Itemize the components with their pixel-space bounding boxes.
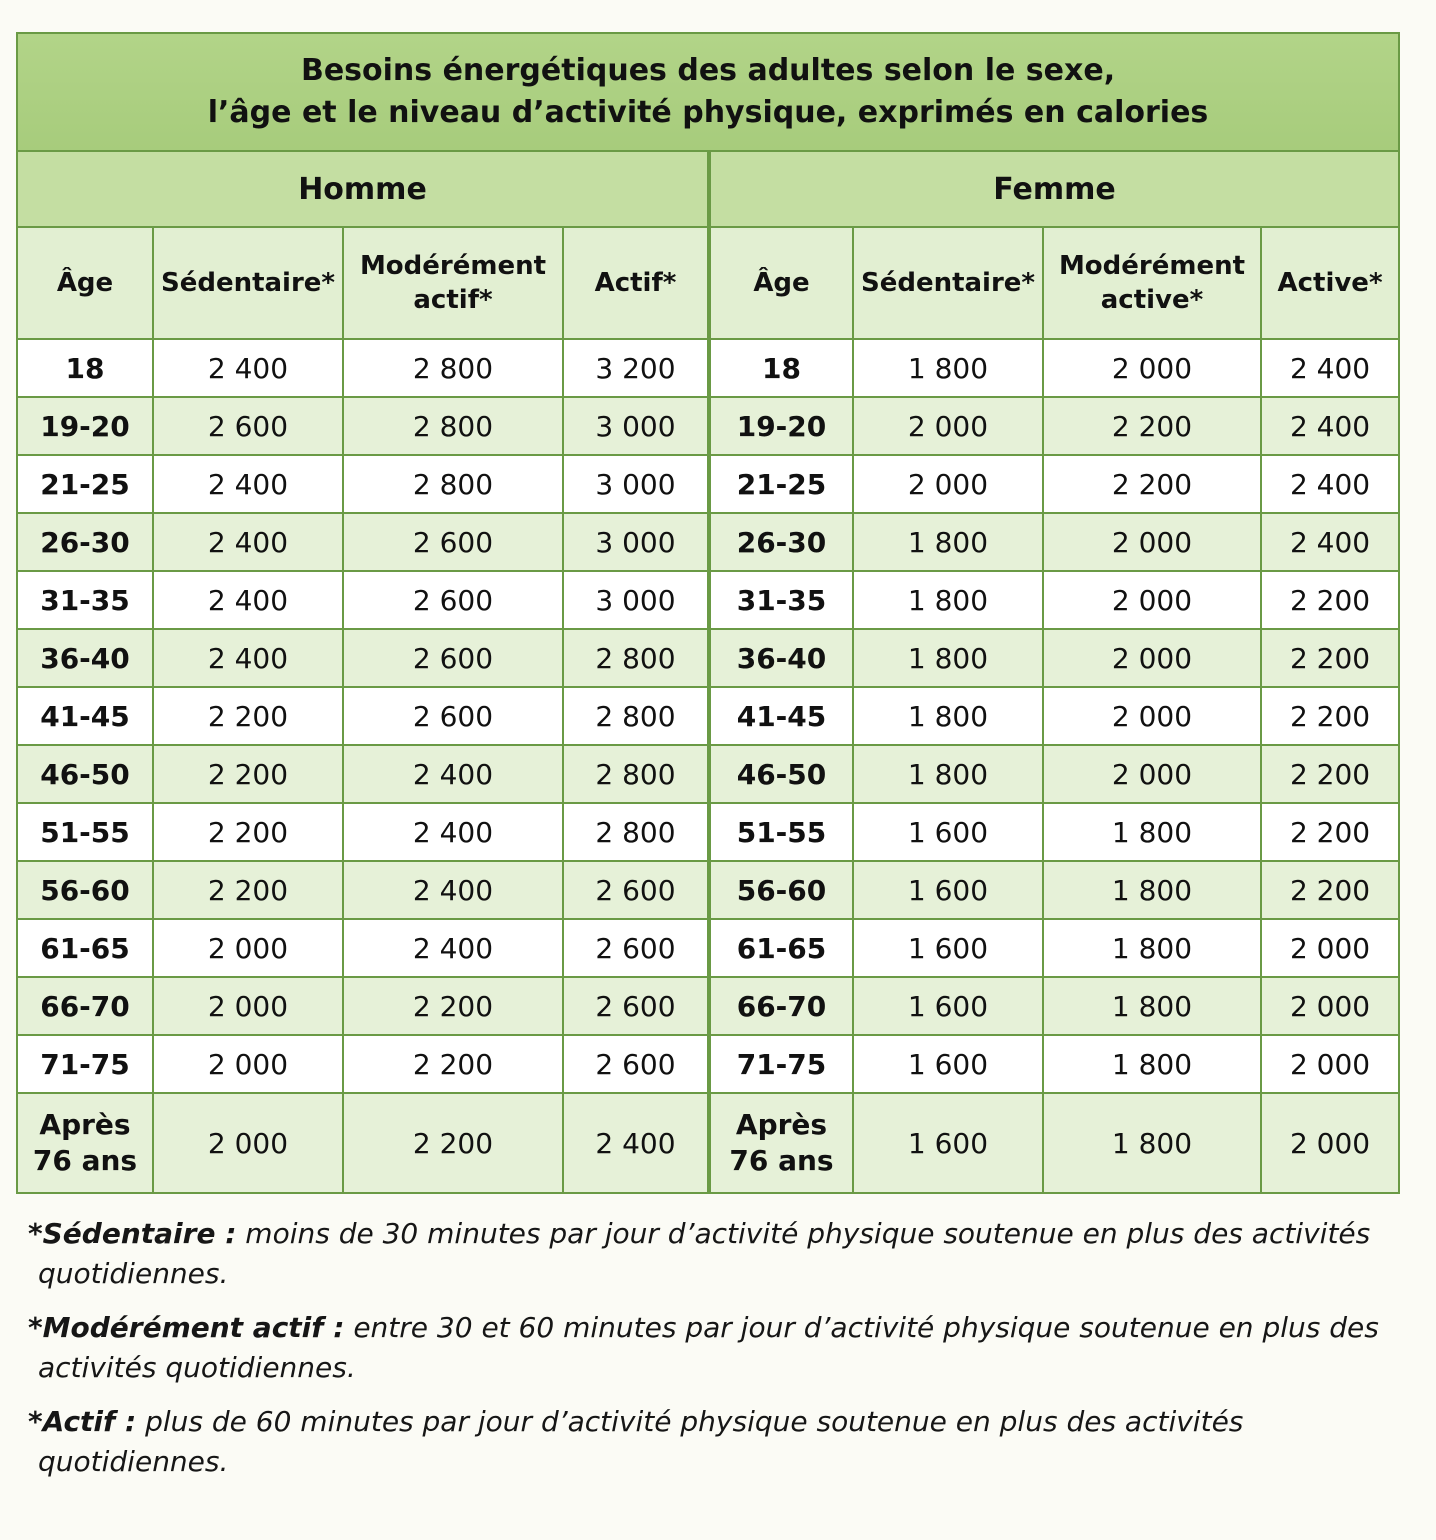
- femme-moderee-cell: 1 800: [1043, 919, 1261, 977]
- homme-age-cell: 26-30: [17, 513, 153, 571]
- homme-actif-cell: 3 000: [563, 397, 709, 455]
- femme-moderee-cell: 2 000: [1043, 513, 1261, 571]
- femme-age-cell: 66-70: [709, 977, 853, 1035]
- homme-modere-cell: 2 400: [343, 803, 563, 861]
- table-title: [17, 33, 1399, 151]
- femme-age-cell: 56-60: [709, 861, 853, 919]
- table-row: [17, 339, 1399, 397]
- femme-sedentaire-cell: 1 800: [853, 513, 1043, 571]
- footnote-sedentaire: [28, 1214, 1394, 1294]
- homme-age-cell: 31-35: [17, 571, 153, 629]
- femme-age-cell: 26-30: [709, 513, 853, 571]
- femme-age-cell: 36-40: [709, 629, 853, 687]
- homme-age-cell: 46-50: [17, 745, 153, 803]
- homme-sedentaire-cell: 2 200: [153, 687, 343, 745]
- femme-active-cell: 2 200: [1261, 687, 1399, 745]
- footnote-modere: [28, 1308, 1394, 1388]
- homme-modere-cell: 2 800: [343, 339, 563, 397]
- table-row: [17, 919, 1399, 977]
- footnote-continuation: activités quotidiennes.: [38, 1351, 356, 1384]
- table-row: [17, 397, 1399, 455]
- femme-age-cell: 18: [709, 339, 853, 397]
- homme-sedentaire-cell: 2 400: [153, 455, 343, 513]
- footnote-definition: plus de 60 minutes par jour d’activité physique soutenue en plus des activités: [145, 1405, 1244, 1438]
- footnote-term: *Sédentaire :: [28, 1217, 237, 1250]
- femme-header: Femme: [709, 151, 1399, 227]
- footnote-continuation: quotidiennes.: [38, 1257, 229, 1290]
- femme-active-cell: 2 200: [1261, 745, 1399, 803]
- homme-actif-cell: 2 600: [563, 977, 709, 1035]
- femme-moderee-cell: 2 000: [1043, 687, 1261, 745]
- femme-moderee-cell: 1 800: [1043, 977, 1261, 1035]
- homme-age-line-2: 76 ans: [32, 1144, 138, 1177]
- femme-moderee-cell: 1 800: [1043, 803, 1261, 861]
- femme-moderee-cell: 2 000: [1043, 629, 1261, 687]
- footnote-term: *Modérément actif :: [28, 1311, 345, 1344]
- homme-age-cell: 18: [17, 339, 153, 397]
- homme-age-cell: 41-45: [17, 687, 153, 745]
- femme-moderee-cell: 2 000: [1043, 745, 1261, 803]
- homme-sedentaire-cell: 2 600: [153, 397, 343, 455]
- energy-needs-table: [16, 32, 1400, 1194]
- femme-active-cell: 2 400: [1261, 513, 1399, 571]
- femme-sedentaire-cell: 1 800: [853, 339, 1043, 397]
- homme-actif-cell: 2 600: [563, 1035, 709, 1093]
- homme-age-cell: 71-75: [17, 1035, 153, 1093]
- homme-sedentaire-cell: 2 000: [153, 919, 343, 977]
- femme-age-cell: 41-45: [709, 687, 853, 745]
- femme-sedentaire-cell: 1 600: [853, 919, 1043, 977]
- femme-moderee-cell: 1 800: [1043, 1093, 1261, 1193]
- femme-sedentaire-cell: 1 800: [853, 687, 1043, 745]
- homme-age-cell: 51-55: [17, 803, 153, 861]
- homme-modere-cell: 2 200: [343, 1035, 563, 1093]
- table-row: [17, 513, 1399, 571]
- homme-sedentaire-cell: 2 400: [153, 513, 343, 571]
- table-row: [17, 861, 1399, 919]
- femme-sedentaire-cell: 1 600: [853, 1035, 1043, 1093]
- homme-modere-cell: 2 200: [343, 1093, 563, 1193]
- homme-sedentaire-cell: 2 200: [153, 745, 343, 803]
- homme-sedentaire-cell: 2 400: [153, 571, 343, 629]
- homme-modere-cell: 2 600: [343, 571, 563, 629]
- femme-age-cell: [709, 1093, 853, 1193]
- femme-sedentaire-cell: 1 600: [853, 1093, 1043, 1193]
- femme-age-line-2: 76 ans: [729, 1144, 834, 1177]
- homme-actif-cell: 2 600: [563, 861, 709, 919]
- table-row: [17, 629, 1399, 687]
- femme-active-cell: 2 400: [1261, 339, 1399, 397]
- femme-active-cell: 2 400: [1261, 397, 1399, 455]
- footnote-continuation: quotidiennes.: [38, 1445, 229, 1478]
- homme-sedentaire-cell: 2 400: [153, 339, 343, 397]
- col-header-femme-moderee: [1043, 227, 1261, 339]
- femme-sedentaire-cell: 1 600: [853, 803, 1043, 861]
- col-header-femme-moderee-line-2: active*: [1100, 285, 1204, 315]
- femme-active-cell: 2 000: [1261, 919, 1399, 977]
- homme-age-cell: 21-25: [17, 455, 153, 513]
- homme-modere-cell: 2 200: [343, 977, 563, 1035]
- table-row: [17, 1093, 1399, 1193]
- table-row: [17, 455, 1399, 513]
- col-header-femme-moderee-line-1: Modérément: [1058, 251, 1246, 281]
- femme-active-cell: 2 200: [1261, 629, 1399, 687]
- col-header-homme-actif: Actif*: [563, 227, 709, 339]
- col-header-femme-age: Âge: [709, 227, 853, 339]
- femme-sedentaire-cell: 2 000: [853, 455, 1043, 513]
- femme-sedentaire-cell: 1 800: [853, 745, 1043, 803]
- homme-age-cell: 36-40: [17, 629, 153, 687]
- femme-active-cell: 2 400: [1261, 455, 1399, 513]
- homme-actif-cell: 2 800: [563, 687, 709, 745]
- homme-modere-cell: 2 600: [343, 629, 563, 687]
- homme-actif-cell: 2 400: [563, 1093, 709, 1193]
- femme-moderee-cell: 1 800: [1043, 861, 1261, 919]
- homme-age-cell: 56-60: [17, 861, 153, 919]
- femme-age-cell: 61-65: [709, 919, 853, 977]
- col-header-homme-modere-line-1: Modérément: [359, 251, 547, 281]
- homme-actif-cell: 3 200: [563, 339, 709, 397]
- homme-actif-cell: 3 000: [563, 513, 709, 571]
- femme-age-cell: 51-55: [709, 803, 853, 861]
- table-row: [17, 687, 1399, 745]
- table-row: [17, 1035, 1399, 1093]
- femme-sedentaire-cell: 2 000: [853, 397, 1043, 455]
- homme-sedentaire-cell: 2 000: [153, 1035, 343, 1093]
- table-title-line-2: l’âge et le niveau d’activité physique, exprimés en calories: [207, 95, 1209, 130]
- femme-active-cell: 2 000: [1261, 1035, 1399, 1093]
- femme-active-cell: 2 200: [1261, 861, 1399, 919]
- table-row: [17, 571, 1399, 629]
- femme-moderee-cell: 2 000: [1043, 339, 1261, 397]
- table-row: [17, 977, 1399, 1035]
- homme-actif-cell: 3 000: [563, 571, 709, 629]
- table-row: [17, 745, 1399, 803]
- homme-actif-cell: 2 800: [563, 803, 709, 861]
- femme-sedentaire-cell: 1 800: [853, 629, 1043, 687]
- femme-active-cell: 2 000: [1261, 1093, 1399, 1193]
- femme-moderee-cell: 2 000: [1043, 571, 1261, 629]
- homme-age-line-1: Après: [39, 1108, 131, 1141]
- col-header-homme-modere-line-2: actif*: [413, 285, 493, 315]
- homme-actif-cell: 2 800: [563, 745, 709, 803]
- homme-modere-cell: 2 400: [343, 745, 563, 803]
- homme-sedentaire-cell: 2 200: [153, 861, 343, 919]
- col-header-femme-sedentaire: Sédentaire*: [853, 227, 1043, 339]
- femme-age-cell: 21-25: [709, 455, 853, 513]
- col-header-homme-age: Âge: [17, 227, 153, 339]
- homme-sedentaire-cell: 2 400: [153, 629, 343, 687]
- femme-active-cell: 2 200: [1261, 803, 1399, 861]
- femme-active-cell: 2 000: [1261, 977, 1399, 1035]
- col-header-femme-active: Active*: [1261, 227, 1399, 339]
- homme-modere-cell: 2 400: [343, 919, 563, 977]
- femme-moderee-cell: 2 200: [1043, 455, 1261, 513]
- homme-sedentaire-cell: 2 000: [153, 977, 343, 1035]
- homme-modere-cell: 2 600: [343, 687, 563, 745]
- femme-age-line-1: Après: [735, 1108, 828, 1141]
- femme-moderee-cell: 2 200: [1043, 397, 1261, 455]
- femme-age-cell: 46-50: [709, 745, 853, 803]
- homme-modere-cell: 2 600: [343, 513, 563, 571]
- homme-actif-cell: 2 800: [563, 629, 709, 687]
- footnote-actif: [28, 1402, 1394, 1482]
- col-header-homme-sedentaire: Sédentaire*: [153, 227, 343, 339]
- homme-sedentaire-cell: 2 000: [153, 1093, 343, 1193]
- homme-age-cell: 19-20: [17, 397, 153, 455]
- homme-age-cell: 61-65: [17, 919, 153, 977]
- footnote-definition: entre 30 et 60 minutes par jour d’activité physique soutenue en plus des: [353, 1311, 1379, 1344]
- footnote-definition: moins de 30 minutes par jour d’activité physique soutenue en plus des activités: [245, 1217, 1371, 1250]
- footnote-term: *Actif :: [28, 1405, 137, 1438]
- femme-age-cell: 19-20: [709, 397, 853, 455]
- homme-actif-cell: 2 600: [563, 919, 709, 977]
- femme-sedentaire-cell: 1 600: [853, 977, 1043, 1035]
- table-title-line-1: Besoins énergétiques des adultes selon le sexe,: [300, 53, 1116, 88]
- femme-age-cell: 71-75: [709, 1035, 853, 1093]
- homme-modere-cell: 2 400: [343, 861, 563, 919]
- femme-sedentaire-cell: 1 600: [853, 861, 1043, 919]
- homme-age-cell: 66-70: [17, 977, 153, 1035]
- footnotes: [28, 1214, 1394, 1496]
- homme-modere-cell: 2 800: [343, 397, 563, 455]
- homme-age-cell: [17, 1093, 153, 1193]
- femme-sedentaire-cell: 1 800: [853, 571, 1043, 629]
- col-header-homme-modere: [343, 227, 563, 339]
- homme-modere-cell: 2 800: [343, 455, 563, 513]
- homme-header: Homme: [17, 151, 709, 227]
- table-row: [17, 803, 1399, 861]
- femme-moderee-cell: 1 800: [1043, 1035, 1261, 1093]
- femme-age-cell: 31-35: [709, 571, 853, 629]
- femme-active-cell: 2 200: [1261, 571, 1399, 629]
- homme-actif-cell: 3 000: [563, 455, 709, 513]
- homme-sedentaire-cell: 2 200: [153, 803, 343, 861]
